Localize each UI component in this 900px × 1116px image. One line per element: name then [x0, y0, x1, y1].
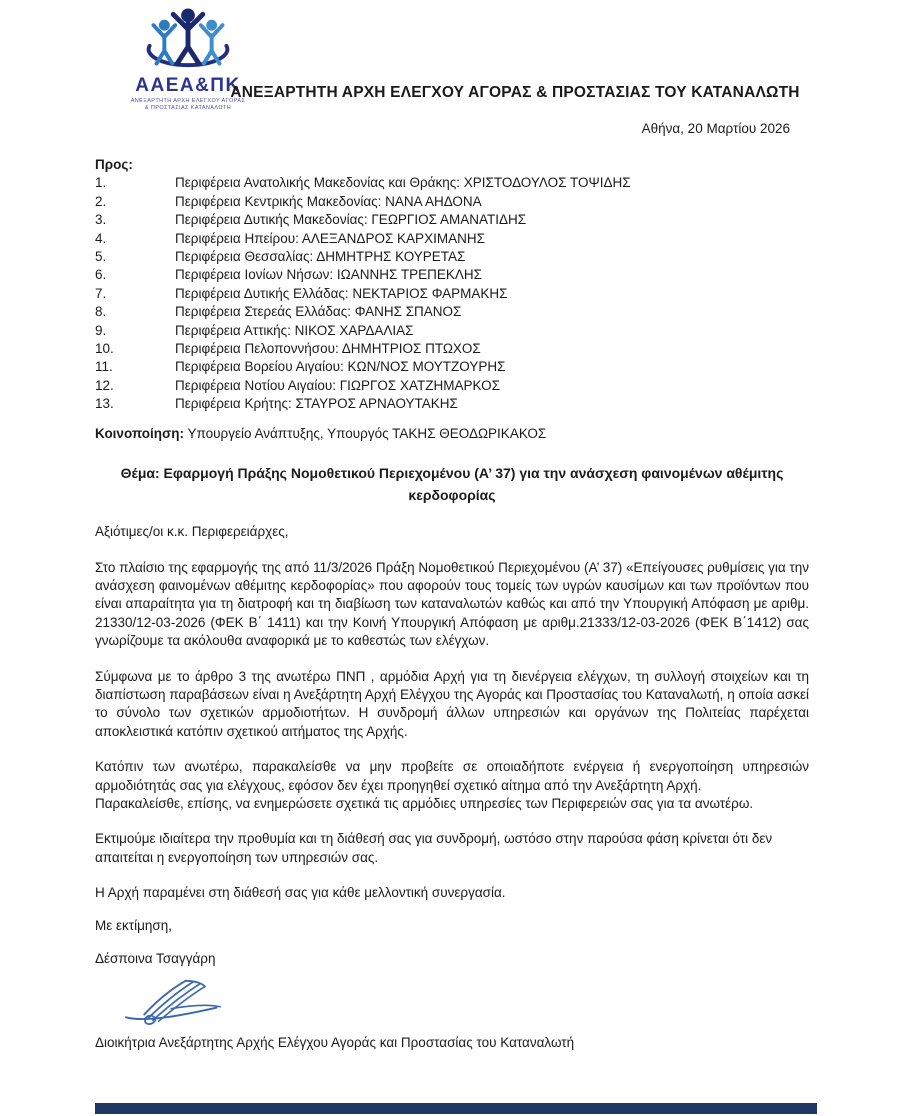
recipients-list	[95, 174, 809, 413]
valediction: Με εκτίμηση,	[95, 917, 172, 933]
recipient-number: 9.	[95, 322, 107, 338]
recipient-text: Περιφέρεια Κεντρικής Μακεδονίας: ΝΑΝΑ ΑΗΔΟΝΑ	[175, 193, 482, 209]
recipient-number: 2.	[95, 193, 107, 209]
recipient-row	[95, 193, 809, 211]
recipient-text: Περιφέρεια Δυτικής Μακεδονίας: ΓΕΩΡΓΙΟΣ ΑΜΑΝΑΤΙΔΗΣ	[175, 212, 527, 228]
date-line: Αθήνα, 20 Μαρτίου 2026	[641, 121, 790, 136]
signer-title: Διοικήτρια Ανεξάρτητης Αρχής Ελέγχου Αγοράς και Προστασίας του Καταναλωτή	[95, 1035, 575, 1051]
paragraph: Εκτιμούμε ιδιαίτερα την προθυμία και τη διάθεσή σας για συνδρομή, ωστόσο στην παρούσα φάση κρίνεται ότι δεν απαιτείται η ενεργοποίηση των υπηρεσιών σας.	[95, 831, 773, 865]
paragraph: Στο πλαίσιο της εφαρμογής της από 11/3/2026 Πράξη Νομοθετικού Περιεχομένου (Α’ 37) «Επείγουσες ρυθμίσεις για την ανάσχεση φαινομένων αθέμιτης κερδοφορίας» που αφορούν τους τομείς των υγρών καυσίμων και των προϊόντων που είναι απαραίτητα για τη διατροφή και τη διαβίωση των καταναλωτών καθώς και από την Υπουργική Απόφαση με αριθμ. 21330/12-03-2026 (ΦΕΚ Β΄ 1411) και την Κοινή Υπουργική Απόφαση με αριθμ.21333/12-03-2026 (ΦΕΚ Β΄1412) σας γνωρίζουμε τα ακόλουθα αναφορικά με το καθεστώς των ελέγχων.	[95, 559, 809, 649]
paragraph: Παρακαλείσθε, επίσης, να ενημερώσετε σχετικά τις αρμόδιες υπηρεσίες των Περιφερειών σας για τα ανωτέρω.	[95, 795, 754, 811]
logo-caption-line1: ΑΝΕΞΑΡΤΗΤΗ ΑΡΧΗ ΕΛΕΓΧΟΥ ΑΓΟΡΑΣ	[130, 98, 246, 104]
recipient-text: Περιφέρεια Δυτικής Ελλάδας: ΝΕΚΤΑΡΙΟΣ ΦΑΡΜΑΚΗΣ	[175, 285, 508, 301]
recipient-number: 3.	[95, 212, 107, 228]
recipient-number: 6.	[95, 267, 107, 283]
paragraph: Κατόπιν των ανωτέρω, παρακαλείσθε να μην προβείτε σε οποιαδήποτε ενέργεια ή ενεργοποίηση υπηρεσιών αρμοδιότητάς σας για ελέγχους, εφόσον δεν έχει προηγηθεί σχετικό αίτημα από την Ανεξάρτητη Αρχή.	[95, 759, 809, 793]
recipient-number: 12.	[95, 377, 114, 393]
cc-line	[95, 425, 809, 443]
cc-text: Υπουργείο Ανάπτυξης, Υπουργός ΤΑΚΗΣ ΘΕΟΔΩΡΙΚΑΚΟΣ	[187, 425, 547, 441]
recipient-row	[95, 358, 809, 376]
recipient-number: 10.	[95, 341, 114, 357]
footer-bar	[95, 1103, 817, 1114]
paragraph: Η Αρχή παραμένει στη διάθεσή σας για κάθε μελλοντική συνεργασία.	[95, 885, 506, 901]
recipient-text: Περιφέρεια Πελοποννήσου: ΔΗΜΗΤΡΙΟΣ ΠΤΩΧΟΣ	[175, 341, 481, 357]
recipient-row	[95, 230, 809, 248]
paragraph: Σύμφωνα με το άρθρο 3 της ανωτέρω ΠΝΠ , αρμόδια Αρχή για τη διενέργεια ελέγχων, τη συλλογή στοιχείων και τη διαπίστωση παραβάσεων είναι η Ανεξάρτητη Αρχή Ελέγχου της Αγοράς και Προστασίας του Καταναλωτή, η οποία ασκεί το σύνολο των σχετικών αρμοδιοτήτων. Η συνδρομή άλλων υπηρεσιών και οργάνων της Πολιτείας παρέχεται αποκλειστικά κατόπιν σχετικού αιτήματος της Αρχής.	[95, 668, 809, 739]
cc-label: Κοινοποίηση:	[95, 425, 184, 441]
signature	[117, 976, 809, 1028]
signer-name: Δέσποινα Τσαγγάρη	[95, 951, 216, 966]
recipient-row	[95, 395, 809, 413]
salutation: Αξιότιμες/οι κ.κ. Περιφερειάρχες,	[95, 524, 289, 540]
letter-body	[95, 156, 809, 1053]
recipient-number: 4.	[95, 230, 107, 246]
recipient-text: Περιφέρεια Κρήτης: ΣΤΑΥΡΟΣ ΑΡΝΑΟΥΤΑΚΗΣ	[175, 396, 458, 412]
signature-icon	[117, 976, 235, 1026]
recipient-text: Περιφέρεια Ηπείρου: ΑΛΕΞΑΝΔΡΟΣ ΚΑΡΧΙΜΑΝΗΣ	[175, 230, 485, 246]
recipient-row	[95, 377, 809, 395]
recipient-text: Περιφέρεια Βορείου Αιγαίου: ΚΩΝ/ΝΟΣ ΜΟΥΤΖΟΥΡΗΣ	[175, 359, 506, 375]
recipient-text: Περιφέρεια Θεσσαλίας: ΔΗΜΗΤΡΗΣ ΚΟΥΡΕΤΑΣ	[175, 249, 466, 265]
subject-line: Θέμα: Εφαρμογή Πράξης Νομοθετικού Περιεχομένου (Α’ 37) για την ανάσχεση φαινομένων αθέμιτης κερδοφορίας	[120, 465, 784, 504]
recipient-text: Περιφέρεια Αττικής: ΝΙΚΟΣ ΧΑΡΔΑΛΙΑΣ	[175, 322, 414, 338]
recipient-row	[95, 266, 809, 284]
logo-figures-icon	[123, 6, 253, 72]
recipients-label: Προς:	[95, 157, 133, 172]
recipient-text: Περιφέρεια Στερεάς Ελλάδας: ΦΑΝΗΣ ΣΠΑΝΟΣ	[175, 304, 462, 320]
recipient-row	[95, 285, 809, 303]
recipient-row	[95, 248, 809, 266]
recipient-row	[95, 340, 809, 358]
recipient-text: Περιφέρεια Ιονίων Νήσων: ΙΩΑΝΝΗΣ ΤΡΕΠΕΚΛΗΣ	[175, 267, 482, 283]
recipient-row	[95, 322, 809, 340]
recipient-text: Περιφέρεια Ανατολικής Μακεδονίας και Θράκης: ΧΡΙΣΤΟΔΟΥΛΟΣ ΤΟΨΙΔΗΣ	[175, 175, 631, 191]
recipient-row	[95, 211, 809, 229]
recipient-number: 7.	[95, 285, 107, 301]
recipient-number: 11.	[95, 359, 113, 375]
logo-caption-line2: & ΠΡΟΣΤΑΣΙΑΣ ΚΑΤΑΝΑΛΩΤΗ	[144, 105, 232, 111]
recipient-row	[95, 174, 809, 192]
recipient-number: 13.	[95, 396, 114, 412]
authority-title: ΑΝΕΞΑΡΤΗΤΗ ΑΡΧΗ ΕΛΕΓΧΟΥ ΑΓΟΡΑΣ & ΠΡΟΣΤΑΣΙΑΣ ΤΟΥ ΚΑΤΑΝΑΛΩΤΗ	[230, 84, 800, 101]
recipient-row	[95, 303, 809, 321]
recipient-number: 5.	[95, 249, 107, 265]
recipient-number: 8.	[95, 304, 107, 320]
recipient-text: Περιφέρεια Νοτίου Αιγαίου: ΓΙΩΡΓΟΣ ΧΑΤΖΗΜΑΡΚΟΣ	[175, 377, 500, 393]
recipient-number: 1.	[95, 175, 107, 191]
logo-acronym: ΑΑΕΑ&ΠΚ	[135, 75, 241, 96]
